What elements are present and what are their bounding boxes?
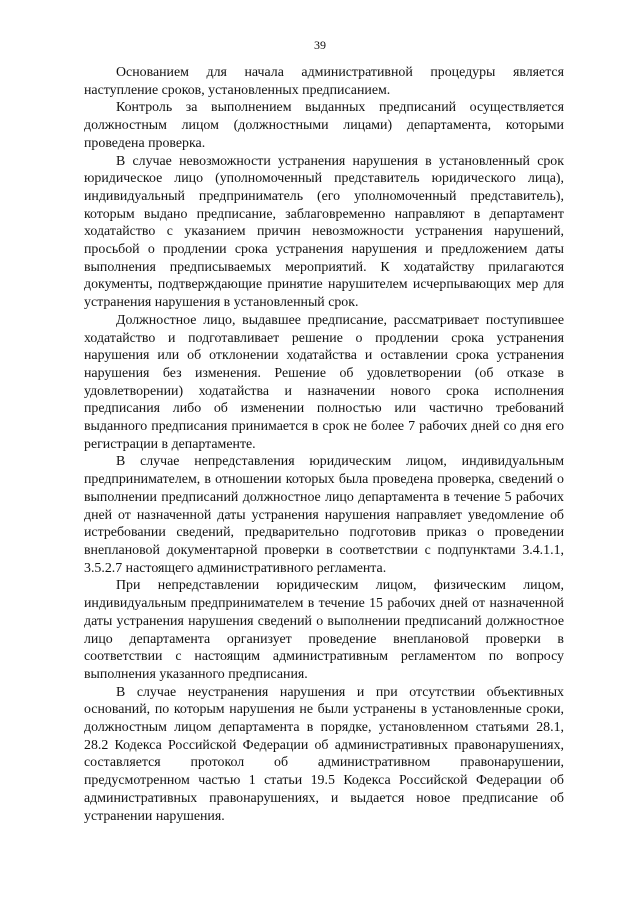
paragraph-violation-protocol: В случае неустранения нарушения и при отсутствии объективных оснований, по которым нарушения не были устранены в установленные сроки, должностным лицом департамента в порядке, установленном статьями 28.1, 28.2 Кодекса Российской Федерации об административных правонарушениях, составляется протокол об административном правонарушении, предусмотренном частью 1 статьи 19.5 Кодекса Российской Федерации об административных правонарушениях, и выдается новое предписание об устранении нарушения. xyxy=(84,684,564,824)
paragraph-unscheduled-inspection: При непредставлении юридическим лицом, физическим лицом, индивидуальным предпринимателем в течение 15 рабочих дней от назначенной даты устранения нарушения сведений о выполнении предписаний должностное лицо департамента организует проведение внеплановой проверки в соответствии с настоящим административным регламентом по вопросу выполнения указанного предписания. xyxy=(84,578,564,682)
page-number: 39 xyxy=(314,38,326,52)
document-body xyxy=(84,64,564,825)
paragraph-basis: Основанием для начала административной процедуры является наступление сроков, установленных предписанием. xyxy=(84,65,564,98)
paragraph-extension-request: В случае невозможности устранения нарушения в установленный срок юридическое лицо (уполномоченный представитель юридического лица), индивидуальный предприниматель (его уполномоченный представитель), которым выдано предписание, заблаговременно направляют в департамент ходатайство с указанием причин невозможности устранения нарушений, просьбой о продлении срока устранения нарушения и предложением даты выполнения предписываемых мероприятий. К ходатайству прилагаются документы, подтверждающие принятие нарушителем исчерпывающих мер для устранения нарушения в установленный срок. xyxy=(84,153,564,311)
paragraph-request-review: Должностное лицо, выдавшее предписание, рассматривает поступившее ходатайство и подготавливает решение о продлении срока устранения нарушения или об отклонении ходатайства и оставлении срока устранения нарушения без изменения. Решение об удовлетворении (об отказе в удовлетворении) ходатайства и назначении нового срока исполнения предписания либо об изменении полностью или частично требований выданного предписания принимается в срок не более 7 рабочих дней со дня его регистрации в департаменте. xyxy=(84,312,564,452)
paragraph-info-not-submitted: В случае непредставления юридическим лицом, индивидуальным предпринимателем, в отношении которых была проведена проверка, сведений о выполнении предписаний должностное лицо департамента в течение 5 рабочих дней от назначенной даты устранения нарушения направляет уведомление об истребовании сведений, предварительно подготовив приказ о проведении внеплановой документарной проверки в соответствии с подпунктами 3.4.1.1, 3.5.2.7 настоящего административного регламента. xyxy=(84,454,564,576)
paragraph-control: Контроль за выполнением выданных предписаний осуществляется должностным лицом (должностными лицами) департамента, которыми проведена проверка. xyxy=(84,100,564,151)
